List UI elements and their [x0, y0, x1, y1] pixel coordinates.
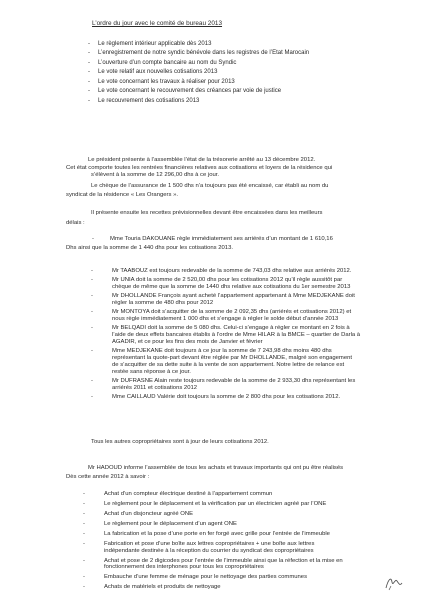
dash-icon: - [88, 69, 90, 76]
text-line: Fabrication et pose d’une boîte aux lettres copropriétaires + une boîte aux lettres [104, 540, 315, 547]
text-line: de s’acquitter de sa dette suite à la vente de son appartement. Notre lettre de relance est [112, 361, 345, 368]
text-line: Achat d’un compteur électrique destiné à l’appartement commun [104, 491, 273, 497]
purchase-item [83, 521, 413, 528]
forecast-paragraph-cont [66, 220, 85, 227]
text-line: Le président présente à l’assemblée l’état de la trésorerie arrêté au 13 décembre 2012. [88, 157, 316, 163]
text-line: Dès cette année 2012 à savoir : [66, 474, 150, 480]
dash-icon: - [88, 88, 90, 95]
agenda-item: - L’enregistrement de notre syndic bénévole dans les registres de l’Etat Marocain [88, 50, 310, 57]
text-line: fonctionnement des interphones pour tous les copropriétaires [104, 564, 264, 571]
dash-icon: - [91, 377, 93, 384]
owner-item [91, 378, 411, 392]
dash-icon: - [88, 41, 90, 47]
purchase-item [83, 491, 413, 498]
text-line: Le règlement pour le déplacement d’un agent ONE [104, 520, 237, 527]
insurance-paragraph-cont [66, 192, 178, 199]
text-line: Mr DHOLLANDE François ayant acheté l’appartement appartenant à Mme MEDJEKANE doit [112, 293, 355, 300]
text-line: Embauche d’une femme de ménage pour le nettoyage des parties communes [104, 574, 308, 581]
purchase-item [83, 501, 413, 508]
purchase-item [83, 574, 413, 581]
owner-item [91, 394, 411, 401]
dash-icon: - [83, 584, 85, 591]
dash-icon: - [88, 97, 90, 104]
text-line: représentant la quote-part devant être réglée par Mr DHOLLANDE, malgré son engagement [112, 355, 353, 362]
text-line: Le chèque de l’assurance de 1 500 dhs n’a toujours pas été encaissé, car établi au nom du [91, 183, 329, 189]
text-line: chèque de même que la somme de 1440 dhs relative aux cotisations du 1er semestre 2013 [112, 284, 351, 291]
text-line: restée sans réponse à ce jour. [112, 368, 191, 375]
purchase-item [83, 511, 413, 518]
treasury-paragraph-cont [66, 165, 332, 179]
dash-icon: - [91, 268, 93, 274]
text-line: syndicat de la résidence « Les Orangers ». [66, 192, 178, 198]
dash-icon: - [91, 394, 93, 400]
text-line: Mr DUFRASNE Alain reste toujours redevable de la somme de 2 933,30 dhs représentant les [112, 377, 356, 384]
dash-icon: - [83, 574, 85, 581]
initials-signature [383, 574, 405, 592]
text-line: Mr HADOUD informe l’assemblée de tous les achats et travaux importants qui ont pu être réalisés [88, 465, 344, 471]
text-line: délais : [66, 220, 85, 226]
dakouane-item-cont [66, 245, 233, 252]
owner-item [91, 268, 411, 275]
agenda-list [88, 41, 309, 107]
text-line: Il présente ensuite les recettes prévisionnelles devant être encaissées dans les meilleurs [91, 210, 323, 216]
dash-icon: - [91, 293, 93, 300]
insurance-paragraph [91, 183, 328, 190]
owners-list [91, 268, 411, 401]
dash-icon: - [83, 491, 85, 497]
text-line: régler la somme de 480 dhs pour 2012 [112, 300, 214, 307]
text-line: Mr UNIA doit la somme de 2 520,00 dhs pour les cotisations 2012 qu’il règle aussitôt par [112, 277, 343, 284]
agenda-item: - Le vote relatif aux nouvelles cotisations 2013 [88, 69, 218, 76]
dash-icon: - [88, 59, 90, 66]
purchase-item [83, 531, 413, 538]
purchase-item [83, 541, 413, 555]
agenda-item: - L’ouverture d’un compte bancaire au nom du Syndic [88, 59, 237, 66]
owner-item [91, 277, 411, 291]
text-line: s’élèvent à la somme de 12 296,00 dhs à ce jour. [91, 171, 220, 178]
text-line: Dhs ainsi que la somme de 1 440 dhs pour les cotisations 2013. [66, 245, 234, 251]
text-line: La fabrication et la pose d’une porte en fer forgé avec grille pour l’entrée de l’immeuble [104, 530, 330, 537]
text-line: l’aide de deux effets bancaires établis à l’ordre de Mme HILAR à la BMCE – quartier de Darla à [112, 332, 361, 339]
text-line: Mr MONTOYA doit s’acquitter de la somme de 2 092,35 dhs (arriérés et cotisations 2012) et [112, 309, 352, 316]
text-line: AGADIR, et ce pour les fins des mois de Janvier et février [112, 339, 263, 346]
purchases-list [83, 491, 413, 591]
dash-icon: - [91, 309, 93, 316]
dash-icon: - [83, 540, 85, 547]
owner-item [91, 293, 411, 307]
text-line: Achat d’un disjoncteur agréé ONE [104, 510, 194, 517]
dash-icon: - [91, 325, 93, 332]
owner-item [91, 325, 411, 345]
agenda-title: L’ordre du jour avec le comité de bureau 2013 [92, 20, 223, 27]
forecast-paragraph [91, 210, 323, 217]
text-line: Mr TAABOUZ est toujours redevable de la somme de 743,03 dhs relative aux arriérés 2012. [112, 268, 352, 274]
text-line: arriérés 2011 et cotisations 2012 [112, 384, 198, 391]
owner-item [91, 309, 411, 323]
dakouane-item [92, 236, 333, 243]
agenda-item: - Le recouvrement des cotisations 2013 [88, 97, 200, 104]
dash-icon: - [91, 277, 93, 284]
dash-icon: - [83, 530, 85, 537]
text-line: Tous les autres copropriétaires sont à jour de leurs cotisations 2012. [91, 439, 269, 445]
dash-icon: - [83, 510, 85, 517]
owner-item [91, 348, 411, 375]
dash-icon: - [83, 520, 85, 527]
purchase-item [83, 558, 413, 572]
purchase-item [83, 584, 413, 591]
dash-icon: - [92, 236, 94, 242]
purchases-intro [88, 465, 343, 472]
dash-icon: - [88, 50, 90, 57]
dash-icon: - [83, 500, 85, 507]
text-line: Mme Touria DAKOUANE règle immédiatement ses arriérés d’un montant de 1 610,16 [110, 236, 333, 242]
dash-icon: - [91, 348, 93, 355]
treasury-paragraph [88, 157, 315, 164]
text-line: Achats de matériels et produits de nettoyage [104, 584, 221, 591]
text-line: Cet état comporte toutes les rentrées financières relatives aux cotisations et loyers de la résidence qui [66, 165, 333, 171]
text-line: nous règle immédiatement 1 000 dhs et s’engage à régler le solde début d’année 2013 [112, 316, 339, 323]
purchases-intro-cont [66, 474, 149, 481]
agenda-item: - Le vote concernant le recouvrement des créances par voie de justice [88, 88, 282, 95]
agenda-item: - Le règlement intérieur applicable dès 2013 [88, 41, 212, 47]
text-line: indépendante destinée à la réception du courrier du syndicat des copropriétaires [104, 547, 314, 554]
text-line: Le règlement pour le déplacement et la vérification par un électricien agréé par l’ONE [104, 500, 327, 507]
agenda-item: - Le vote concernant les travaux à réaliser pour 2013 [88, 78, 235, 85]
text-line: Mr BELQADI doit la somme de 5 080 dhs. Celui-ci s’engage à régler ce montant en 2 fois à [112, 325, 350, 332]
dash-icon: - [88, 78, 90, 85]
text-line: Mme CAILLAUD Valérie doit toujours la somme de 2 800 dhs pour les cotisations 2012. [112, 394, 341, 400]
text-line: Achat et pose de 2 digicodes pour l’entrée de l’immeuble ainsi que la réfection et la mise en [104, 557, 343, 564]
text-line: Mme MEDJEKANE doit toujours à ce jour la somme de 7 243,98 dhs moins 480 dhs [112, 348, 332, 355]
dash-icon: - [83, 557, 85, 564]
others-paid [91, 439, 269, 446]
